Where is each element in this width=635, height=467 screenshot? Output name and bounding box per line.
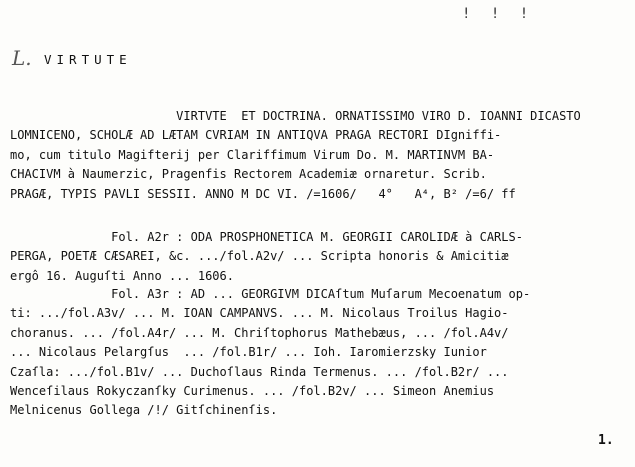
folio-a3-entry [10,285,630,421]
text-line: LOMNICENO, SCHOLÆ AD LÆTAM CVRIAM IN ANTIQVA PRAGA RECTORI DIgniffi- [10,128,502,143]
text-line: Fol. A3r : AD ... GEORGIVM DICAſtum Muſarum Mecoenatum op- [10,287,531,301]
folio-a2-entry [10,228,630,286]
corner-marks: ! ! ! [462,6,535,22]
text-line: Wenceſilaus Rokyczanſky Curimenus. ... /fol.B2v/ ... Simeon Anemius [10,383,495,398]
text-line: PRAGÆ, TYPIS PAVLI SESSII. ANNO M DC VI. /=1606/ 4° A⁴, B² /=6/ ff [10,186,516,201]
text-line: choranus. ... /fol.A4r/ ... M. Chriſtophorus Mathebæus, ... /fol.A4v/ [10,325,509,340]
text-line: CHACIVM à Naumerzic, Pragenfis Rectorem Academiæ ornaretur. Scrib. [10,167,487,182]
text-line: Melnicenus Gollega /!/ Gitſchinenſis. [10,403,278,418]
handwritten-mark: L. [12,46,32,70]
text-line: mo, cum titulo Magifterij per Clariffimum Virum Do. M. MARTINVM BA- [10,147,495,162]
text-line: ti: .../fol.A3v/ ... M. IOAN CAMPANVS. ... M. Nicolaus Troilus Hagio- [10,306,509,321]
title-entry [10,107,630,204]
card-heading: VIRTUTE [44,52,132,67]
text-line: ergô 16. Auguſti Anno ... 1606. [10,268,234,283]
text-line: Fol. A2r : ODA PROSPHONETICA M. GEORGII CAROLIDÆ à CARLS- [10,230,523,244]
text-line: VIRTVTE ET DOCTRINA. ORNATISSIMO VIRO D. IOANNI DICASTO [10,109,581,123]
text-line: PERGA, POETÆ CÆSAREI, &c. .../fol.A2v/ ... Scripta honoris & Amicitiæ [10,249,509,264]
text-line: ... Nicolaus Pelargſus ... /fol.B1r/ ... Ioh. Iaromierzsky Iunior [10,345,487,360]
page-number: 1. [598,433,614,448]
text-line: Czaſla: .../fol.B1v/ ... Duchoſlaus Rinda Termenus. ... /fol.B2r/ ... [10,364,509,379]
